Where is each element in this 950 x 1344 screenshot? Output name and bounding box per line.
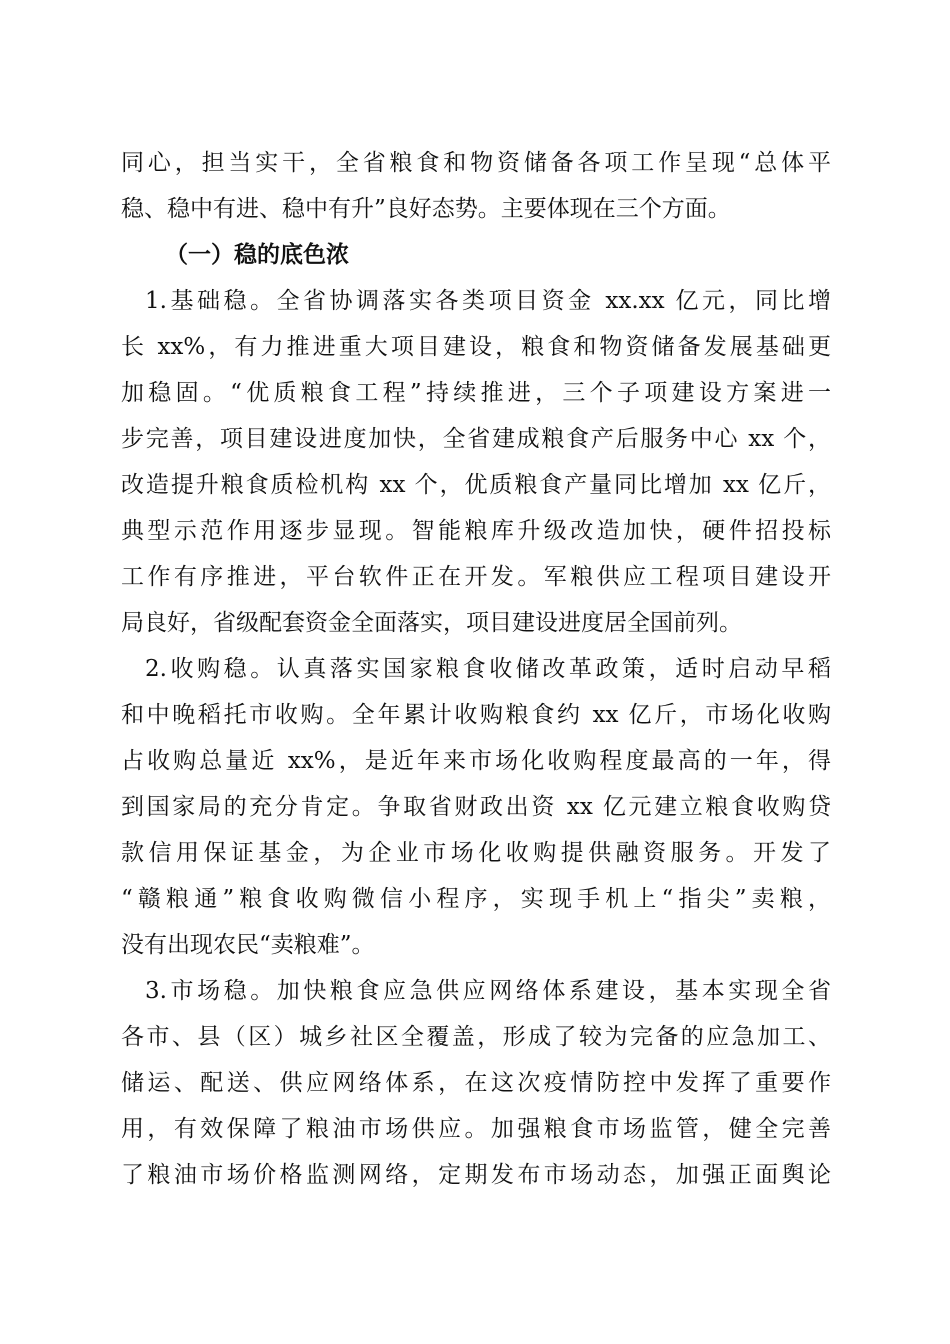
- paragraph-1-line: 典型示范作用逐步显现。智能粮库升级改造加快，硬件招投标: [121, 518, 831, 544]
- intro-line: 稳、稳中有进、稳中有升”良好态势。主要体现在三个方面。: [121, 196, 731, 222]
- paragraph-1-line: 1.基础稳。全省协调落实各类项目资金 xx.xx 亿元，同比增: [145, 288, 831, 314]
- paragraph-3-line: 了粮油市场价格监测网络，定期发布市场动态，加强正面舆论: [121, 1162, 831, 1188]
- paragraph-1-line: 长 xx%，有力推进重大项目建设，粮食和物资储备发展基础更: [121, 334, 831, 360]
- paragraph-2-line: 没有出现农民“卖粮难”。: [121, 932, 375, 958]
- paragraph-3-line: 用，有效保障了粮油市场供应。加强粮食市场监管，健全完善: [121, 1116, 831, 1142]
- paragraph-1-line: 加稳固。“优质粮食工程”持续推进，三个子项建设方案进一: [121, 380, 831, 406]
- paragraph-2-line: 款信用保证基金，为企业市场化收购提供融资服务。开发了: [121, 840, 831, 866]
- intro-line: 同心，担当实干，全省粮食和物资储备各项工作呈现“总体平: [121, 150, 831, 176]
- paragraph-1-line: 工作有序推进，平台软件正在开发。军粮供应工程项目建设开: [121, 564, 831, 590]
- paragraph-3-line: 储运、配送、供应网络体系，在这次疫情防控中发挥了重要作: [121, 1070, 831, 1096]
- paragraph-3-line: 3.市场稳。加快粮食应急供应网络体系建设，基本实现全省: [145, 978, 831, 1004]
- paragraph-2-line: 和中晚稻托市收购。全年累计收购粮食约 xx 亿斤，市场化收购: [121, 702, 831, 728]
- paragraph-1-line: 步完善，项目建设进度加快，全省建成粮食产后服务中心 xx 个，: [121, 426, 831, 452]
- paragraph-2-line: 占收购总量近 xx%，是近年来市场化收购程度最高的一年，得: [121, 748, 831, 774]
- section-heading: （一）稳的底色浓: [165, 241, 349, 268]
- paragraph-1-line: 局良好，省级配套资金全面落实，项目建设进度居全国前列。: [121, 610, 742, 636]
- paragraph-2-line: 到国家局的充分肯定。争取省财政出资 xx 亿元建立粮食收购贷: [121, 794, 831, 820]
- paragraph-2-line: 2.收购稳。认真落实国家粮食收储改革政策，适时启动早稻: [145, 656, 831, 682]
- paragraph-1-line: 改造提升粮食质检机构 xx 个，优质粮食产量同比增加 xx 亿斤，: [121, 472, 831, 498]
- paragraph-3-line: 各市、县（区）城乡社区全覆盖，形成了较为完备的应急加工、: [121, 1024, 831, 1050]
- paragraph-2-line: “赣粮通”粮食收购微信小程序，实现手机上“指尖”卖粮，: [121, 886, 831, 912]
